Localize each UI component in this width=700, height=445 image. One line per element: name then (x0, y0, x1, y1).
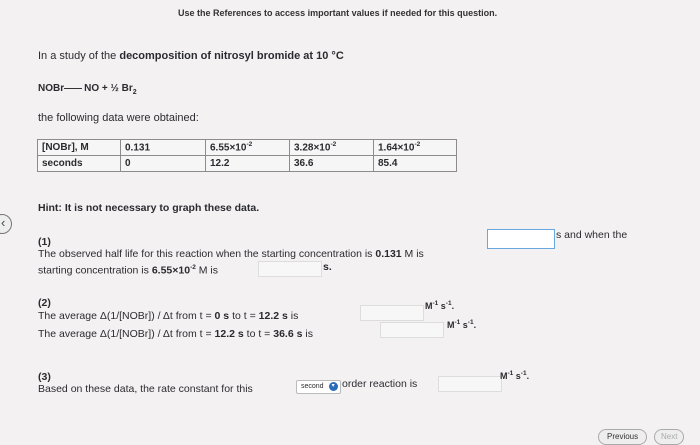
q3-prefix: Based on these data, the rate constant for this (38, 383, 253, 395)
q2-unit-2: $M^{-1}$ $s^{-1}$. (447, 319, 477, 330)
next-button[interactable]: Next (654, 429, 684, 445)
table-cell: 36.6 (290, 156, 374, 172)
previous-button[interactable]: Previous (598, 429, 647, 445)
q1-s-end: s. (323, 261, 332, 273)
table-cell: 12.2 (206, 156, 290, 172)
reaction-equation (38, 83, 137, 96)
q1-s-and-text: s and when the (556, 229, 628, 241)
q3-suffix: order reaction is (342, 378, 418, 390)
avg-rate-input-1[interactable] (360, 305, 424, 321)
table-cell: 0 (121, 156, 206, 172)
q1-line1: The observed half life for this reaction when the starting concentration is 0.131 M is (38, 248, 424, 260)
collapse-panel-icon[interactable] (0, 214, 12, 234)
table-cell: $3.28\times 10^{-2}$ (290, 140, 374, 156)
table-cell: 0.131 (121, 140, 206, 156)
data-table (37, 139, 457, 172)
chevron-down-icon: ▾ (329, 382, 338, 391)
reaction-arrow-icon (64, 88, 82, 89)
q2-row2: The average Δ(1/[NOBr]) / Δt from t = 12.2 s to t = 36.6 s is (38, 328, 313, 340)
q2-number: (2) (38, 297, 51, 309)
row-label: [NOBr], M (38, 140, 121, 156)
obtained-text: the following data were obtained: (38, 112, 199, 124)
q3-unit: $M^{-1}$ $s^{-1}$. (500, 370, 530, 381)
half-life-input-1[interactable] (487, 229, 555, 249)
table-cell: 85.4 (374, 156, 457, 172)
order-selected-value: second (301, 383, 324, 390)
hint-text: Hint: It is not necessary to graph these data. (38, 202, 260, 214)
q1-number: (1) (38, 236, 51, 248)
q1-line2: starting concentration is $6.55\times 10^{-2}$ M is (38, 264, 219, 277)
products: NO + ½ Br (84, 83, 133, 94)
q2-unit-1: $M^{-1}$ $s^{-1}$. (425, 300, 455, 311)
intro-text (38, 50, 344, 62)
intro-bold: decomposition of nitrosyl bromide at 10 °C (119, 50, 344, 62)
rate-constant-input[interactable] (438, 376, 502, 392)
references-note: Use the References to access important values if needed for this question. (178, 8, 498, 18)
table-row (38, 140, 457, 156)
q2-row1: The average Δ(1/[NOBr]) / Δt from t = 0 s to t = 12.2 s is (38, 310, 299, 322)
half-life-input-2[interactable] (258, 261, 322, 277)
table-cell: $1.64\times 10^{-2}$ (374, 140, 457, 156)
row-label: seconds (38, 156, 121, 172)
table-cell: $6.55\times 10^{-2}$ (206, 140, 290, 156)
q3-number: (3) (38, 371, 51, 383)
reactant: NOBr (38, 83, 65, 94)
reaction-order-select[interactable] (296, 380, 341, 394)
products-subscript: 2 (132, 89, 137, 96)
intro-prefix: In a study of the (38, 50, 120, 62)
avg-rate-input-2[interactable] (380, 322, 444, 338)
table-row (38, 156, 457, 172)
